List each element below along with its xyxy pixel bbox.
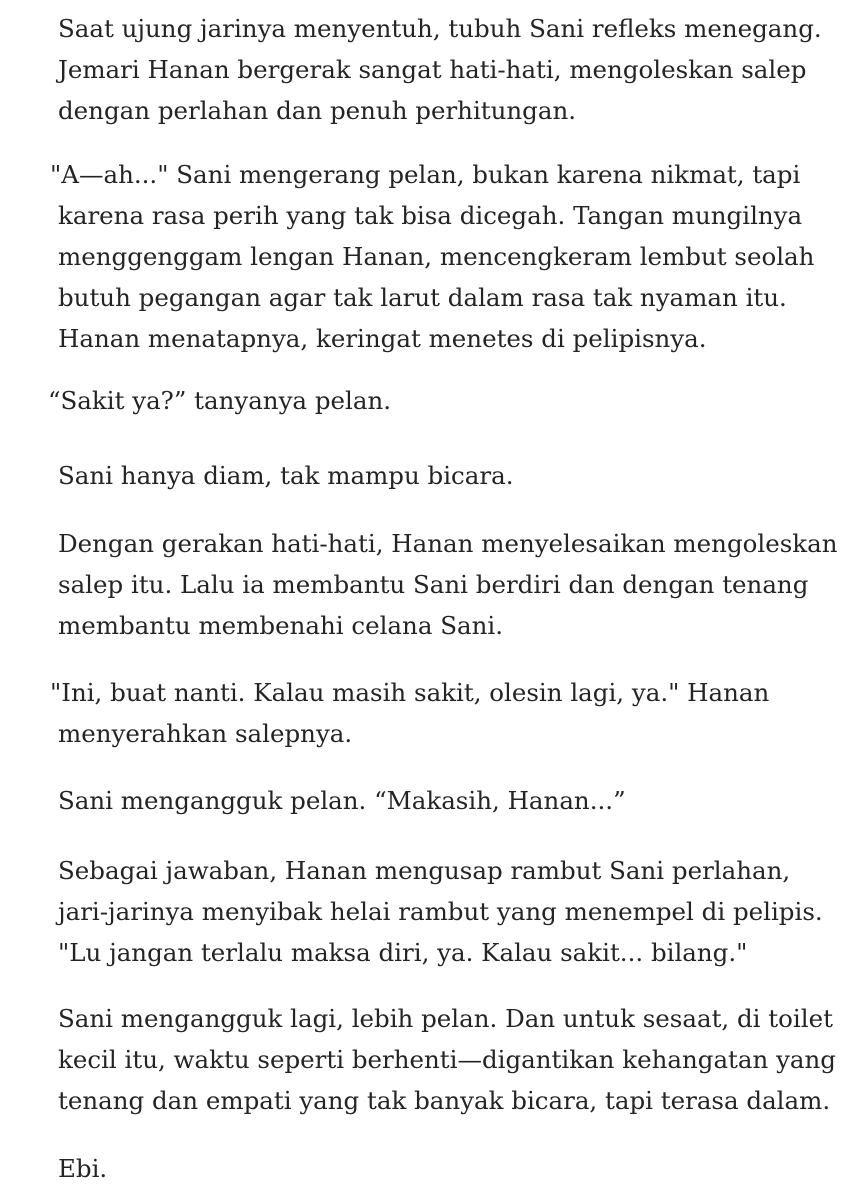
text-line: butuh pegangan agar tak larut dalam rasa tak nyaman itu. (58, 283, 787, 312)
text-line: kecil itu, waktu seperti berhenti—digantikan kehangatan yang (58, 1045, 836, 1074)
text-line: Dengan gerakan hati-hati, Hanan menyelesaikan mengoleskan (58, 529, 838, 558)
text-line: “Sakit ya?” tanyanya pelan. (48, 386, 392, 415)
paragraph-1 (58, 8, 858, 131)
text-line: Jemari Hanan bergerak sangat hati-hati, mengoleskan salep (58, 55, 807, 84)
text-line: salep itu. Lalu ia membantu Sani berdiri dan dengan tenang (58, 570, 809, 599)
paragraph-signature (58, 1148, 858, 1189)
text-line: Sani hanya diam, tak mampu bicara. (58, 461, 514, 490)
text-line: dengan perlahan dan penuh perhitungan. (58, 96, 577, 125)
text-line: Sani mengangguk lagi, lebih pelan. Dan untuk sesaat, di toilet (58, 1004, 833, 1033)
paragraph-8 (58, 850, 858, 973)
text-line: "Ini, buat nanti. Kalau masih sakit, olesin lagi, ya." Hanan (50, 678, 770, 707)
text-line: "Lu jangan terlalu maksa diri, ya. Kalau sakit... bilang." (58, 938, 748, 967)
paragraph-5 (58, 523, 858, 646)
text-line: tenang dan empati yang tak banyak bicara, tapi terasa dalam. (58, 1086, 831, 1115)
paragraph-2 (50, 154, 850, 359)
text-line: karena rasa perih yang tak bisa dicegah. Tangan mungilnya (58, 201, 803, 230)
paragraph-6 (50, 672, 850, 754)
text-line: membantu membenahi celana Sani. (58, 611, 504, 640)
text-line: Saat ujung jarinya menyentuh, tubuh Sani refleks menegang. (58, 14, 822, 43)
text-line: Sebagai jawaban, Hanan mengusap rambut Sani perlahan, (58, 856, 791, 885)
paragraph-9 (58, 998, 858, 1121)
paragraph-3 (48, 380, 848, 421)
paragraph-4 (58, 455, 858, 496)
text-line: Hanan menatapnya, keringat menetes di pelipisnya. (58, 324, 707, 353)
signature-text: Ebi. (58, 1154, 108, 1183)
paragraph-7 (58, 780, 858, 821)
text-line: Sani mengangguk pelan. “Makasih, Hanan...” (58, 786, 626, 815)
text-line: menyerahkan salepnya. (58, 719, 353, 748)
text-line: "A—ah..." Sani mengerang pelan, bukan karena nikmat, tapi (50, 160, 801, 189)
text-line: jari-jarinya menyibak helai rambut yang menempel di pelipis. (58, 897, 823, 926)
text-line: menggenggam lengan Hanan, mencengkeram lembut seolah (58, 242, 815, 271)
